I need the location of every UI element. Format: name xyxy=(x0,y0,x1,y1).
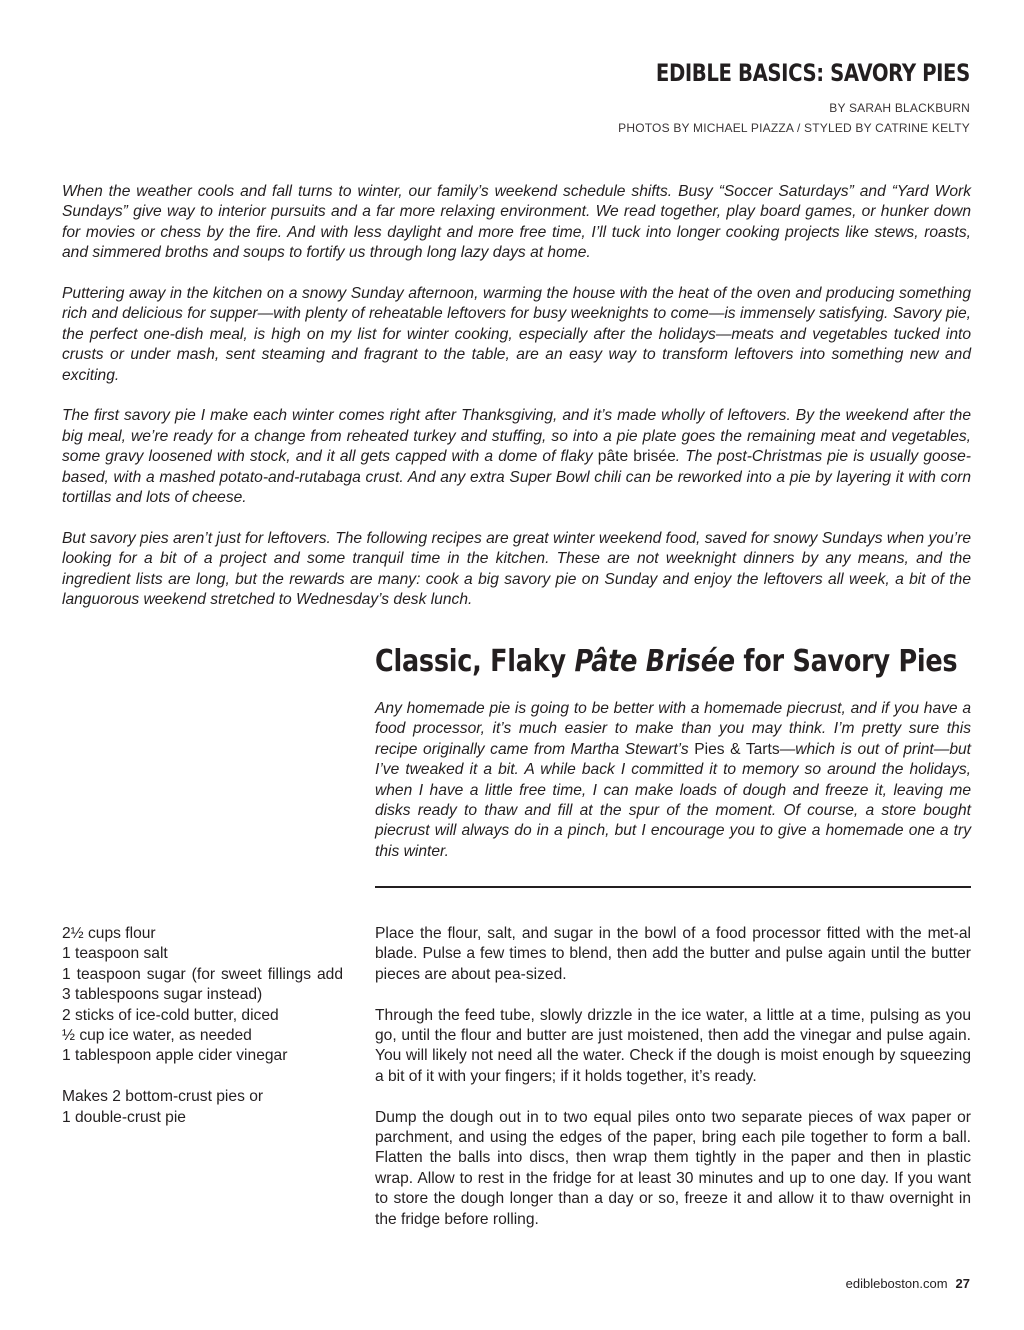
recipe-yield: 1 double-crust pie xyxy=(62,1108,186,1126)
method-steps xyxy=(375,924,971,1250)
ingredient-list xyxy=(62,924,343,1128)
ingredient-item: 1 tablespoon apple cider vinegar xyxy=(62,1047,288,1065)
page-footer xyxy=(846,1276,970,1291)
method-step: Dump the dough out in to two equal piles onto two separate pieces of wax paper or parchment, and using the edges of the paper, bring each pile together to form a ball. Flatten the balls into discs, then wrap them tightly in the paper and then in plastic wrap. Allow to rest in the fridge for at least 30 minutes and up to one day. If you want to store the dough longer than a day or so, freeze it and allow it to thaw overnight in the fridge before rolling. xyxy=(375,1108,971,1228)
book-title: Pies & Tarts xyxy=(694,740,780,758)
ingredient-item: ½ cup ice water, as needed xyxy=(62,1027,252,1045)
headnote-text: Any homemade pie is going to be better with a homemade piecrust, and if you have a food processor, it’s much easier to make than you may think. I’m pretty sure this recipe originally came from Martha Stewart’s xyxy=(375,700,971,758)
recipe-headnote xyxy=(375,699,971,862)
intro-paragraph: But savory pies aren’t just for leftovers. The following recipes are great winter weekend food, saved for snowy Sundays when you’re looking for a bit of a project and some tranquil time in the kitchen. These are not weeknight dinners by any means, and the ingredient lists are long, but the rewards are many: cook a big savory pie on Sunday and enjoy the leftovers all week, a bit of the languorous weekend stretched to Wednesday’s desk lunch. xyxy=(62,529,971,609)
ingredient-item: 1 teaspoon salt xyxy=(62,945,168,963)
headnote-text: —which is out of print—but I’ve tweaked it a bit. A while back I committed it to memory so around the holidays, when I have a little free time, I can make loads of dough and freeze it, leaving me disks ready to thaw and fill at the spur of the moment. Of course, a store bought piecrust will always do in a pinch, but I encourage you to give a homemade one a try this winter. xyxy=(375,740,971,860)
spacer xyxy=(62,1067,343,1087)
recipe-title-start: Classic, Flaky xyxy=(375,644,575,679)
intro-text-run: . The post-Christmas pie is usually goose-based, with a mashed potato-and-rutabaga crust. And any extra Super Bowl chili can be reworked into a pie by layering it with corn tortillas and lots of cheese. xyxy=(62,448,971,507)
recipe-yield: Makes 2 bottom-crust pies or xyxy=(62,1088,264,1106)
ingredient-item: 2 sticks of ice-cold butter, diced xyxy=(62,1006,279,1024)
ingredient-item: 1 teaspoon sugar (for sweet fillings add 3 tablespoons sugar instead) xyxy=(62,965,343,1004)
intro-paragraph: When the weather cools and fall turns to winter, our family’s weekend schedule shifts. Busy “Soccer Saturdays” and “Yard Work Sundays” give way to interior pursuits and a far more relaxing environment. We read together, play board games, or hunker down for movies or chess by the fire. And with less daylight and more free time, I’ll tuck into longer cooking projects like stews, roasts, and simmered broths and soups to fortify us through long lazy days at home. xyxy=(62,183,971,262)
photo-credits: PHOTOS BY MICHAEL PIAZZA / STYLED BY CATRINE KELTY xyxy=(618,121,970,135)
method-step: Place the flour, salt, and sugar in the bowl of a food processor fitted with the met-al blade. Pulse a few times to blend, then add the butter and pulse again until the butter pieces are about pea-sized. xyxy=(375,925,971,983)
page-number: 27 xyxy=(955,1276,970,1291)
method-step: Through the feed tube, slowly drizzle in the ice water, a little at a time, pulsing as you go, until the flour and butter are just moistened, then add the vinegar and pulse again. You will likely not need all the water. Check if the dough is moist enough by squeezing a bit of it with your fingers; if it holds together, it’s ready. xyxy=(375,1006,971,1085)
recipe-title xyxy=(375,644,957,679)
intro-text xyxy=(62,182,971,631)
intro-text-run: The first savory pie I make each winter comes right after Thanksgiving, and it’s made wholly of leftovers. By the weekend after the big meal, we’re ready for a change from reheated turkey and stuffing, so into a pie plate goes the remaining meat and vegetables, some gravy loosened with stock, and it all gets capped with a dome of flaky xyxy=(62,407,971,466)
ingredient-item: 2½ cups flour xyxy=(62,925,156,942)
intro-paragraph xyxy=(62,406,971,508)
section-title: EDIBLE BASICS: SAVORY PIES xyxy=(656,59,970,87)
site-url: edibleboston.com xyxy=(845,1276,948,1291)
recipe-title-italic: Pâte Brisée xyxy=(574,644,735,679)
pate-brisee-term: pâte brisée xyxy=(597,448,676,466)
intro-paragraph: Puttering away in the kitchen on a snowy Sunday afternoon, warming the house with the heat of the oven and producing something rich and delicious for supper—with plenty of reheatable leftovers for busy weeknights to come—is immensely satisfying. Savory pie, the perfect one-dish meal, is high on my list for winter cooking, especially after the holidays—meats and vegetables tucked into crusts or under mash, sent steaming and fragrant to the table, are an easy way to transform leftovers into something new and exciting. xyxy=(62,285,971,384)
recipe-title-end: for Savory Pies xyxy=(734,644,958,679)
author-byline: BY SARAH BLACKBURN xyxy=(829,101,970,115)
section-divider xyxy=(375,886,971,888)
page-header xyxy=(587,58,970,138)
